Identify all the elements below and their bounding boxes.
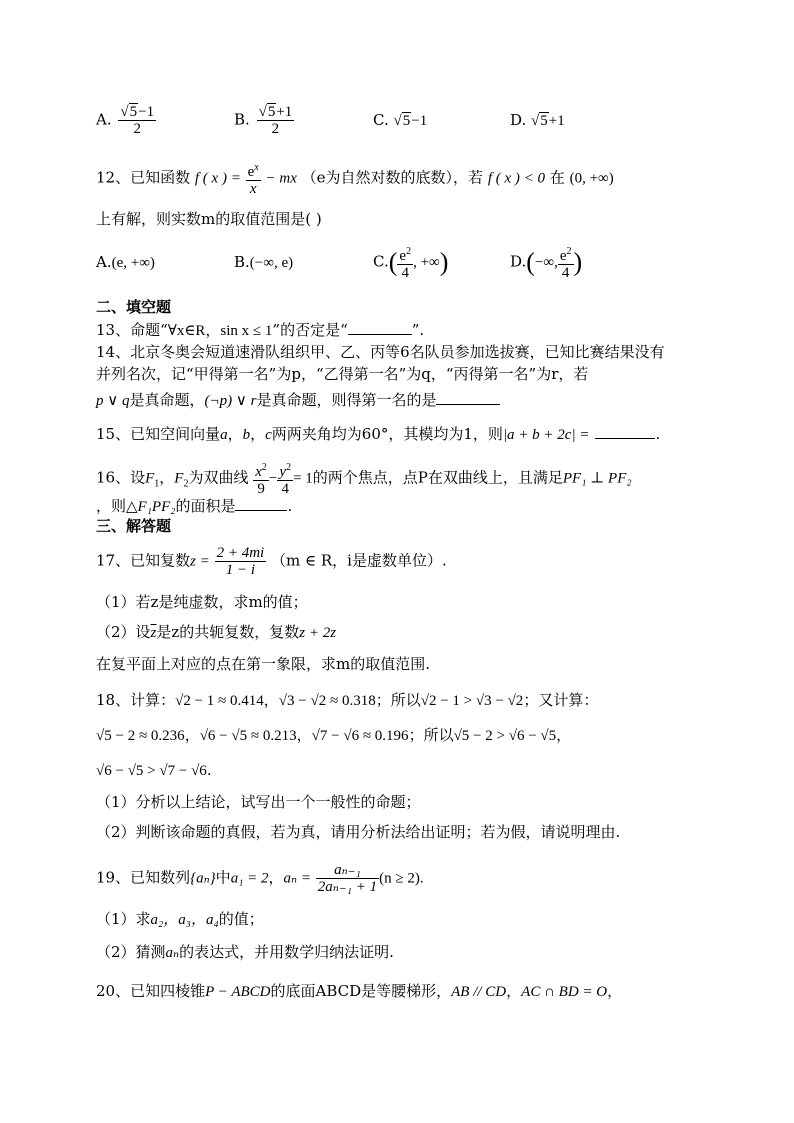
option-label: B. — [234, 110, 250, 129]
q14-line-1: 14、北京冬奥会短道速滑队组织甲、乙、丙等6名队员参加选拔赛，已知比赛结果没有 — [96, 343, 665, 361]
option-label: A. — [96, 110, 112, 129]
q19-part-2: （2）猜测aₙ的表达式，并用数学归纳法证明. — [96, 943, 394, 961]
fraction: $\frac{x^2}{9}$ — [255, 462, 267, 497]
q12-option-d: D.(−∞, $\frac{e^2}{4}$ ) — [510, 246, 583, 281]
option-label: D. — [510, 111, 527, 129]
q14-line-3: p ∨ q是真命题，(¬p) ∨ r是真命题，则得第一名的是 — [96, 390, 500, 411]
q16-line-2: ，则△F₁PF₂的面积是 . — [96, 497, 293, 515]
answer-blank[interactable] — [436, 404, 500, 405]
q19-line-1: 19、已知数列{aₙ}中a₁ = 2，aₙ = $\frac{\text{aₙ₋₁}}{\text{2aₙ₋₁ + 1}}$ (n ≥ 2). — [96, 862, 424, 895]
q12-option-c: C.( $\frac{e^2}{4}$ , +∞) — [373, 246, 449, 281]
q17-part-1: （1）若z是纯虚数，求m的值； — [96, 593, 308, 611]
q13-line: 13、命题“∀x∈R，sin x ≤ 1”的否定是“ ”. — [96, 321, 425, 339]
fraction: $\frac{e^2}{4}$ — [559, 246, 572, 281]
q18-part-1: （1）分析以上结论，试写出一个一般性的命题； — [96, 793, 421, 811]
q17-line-1: 17、已知复数z = $\frac{2 + 4mi}{1 - i}$ （m ∈ R，i是虚数单位）. — [96, 545, 447, 578]
fraction: $\frac{√5-1}{2}$ — [120, 104, 155, 137]
fraction: $\frac{e^x}{x}$ — [247, 162, 259, 197]
q18-part-2: （2）判断该命题的真假，若为真，请用分析法给出证明；若为假，请说明理由. — [96, 823, 621, 841]
fraction: $\frac{e^2}{4}$ — [399, 246, 412, 281]
section-heading-solutions: 三、解答题 — [96, 517, 172, 535]
q16-line-1: 16、设$F_1$，$F_2$为双曲线 $\frac{x^2}{9}$ − $\frac{y^2}{4}$ = 1的两个焦点，点P在双曲线上，且满足PF₁ ⊥ PF₂ — [96, 462, 632, 497]
answer-blank[interactable] — [348, 334, 412, 335]
option-label: C. — [373, 111, 389, 129]
q18-line-3: √6 − √5 > √7 − √6. — [96, 761, 212, 779]
q12-line-1: 12、已知函数 f ( x ) = $\frac{e^x}{x}$ − mx （e为自然对数的底数），若 f ( x ) < 0 在 (0, +∞) — [96, 162, 614, 197]
q11-option-a — [96, 104, 156, 137]
q17-part-2-cont: 在复平面上对应的点在第一象限，求m的取值范围. — [96, 655, 430, 673]
fraction: $\frac{√5+1}{2}$ — [258, 104, 293, 137]
fraction: $\frac{2 + 4mi}{1 - i}$ — [216, 545, 265, 578]
q18-line-1: 18、计算：√2 − 1 ≈ 0.414，√3 − √2 ≈ 0.318；所以√2 − 1 > √3 − √2；又计算： — [96, 691, 599, 709]
q12-line-2: 上有解，则实数m的取值范围是( ) — [96, 210, 322, 228]
fraction: $\frac{\text{aₙ₋₁}}{\text{2aₙ₋₁ + 1}}$ — [317, 862, 378, 895]
q15-line: 15、已知空间向量a，b，c两两夹角均为60°，其模均为1，则|a + b + 2c| = . — [96, 425, 661, 443]
q11-option-d: D. √5+1 — [510, 111, 565, 129]
q12-option-b: B.(−∞, e) — [234, 253, 294, 271]
answer-blank[interactable] — [235, 510, 287, 511]
fraction: $\frac{y^2}{4}$ — [279, 462, 292, 497]
q11-option-c: C. √5−1 — [373, 111, 428, 129]
section-heading-fill-in: 二、填空题 — [96, 298, 172, 316]
q18-line-2: √5 − 2 ≈ 0.236，√6 − √5 ≈ 0.213，√7 − √6 ≈ 0.196；所以√5 − 2 > √6 − √5， — [96, 726, 572, 744]
q19-part-1: （1）求a₂，a₃，a₄的值； — [96, 910, 264, 928]
q11-option-b — [234, 104, 294, 137]
q12-option-a: A.(e, +∞) — [96, 253, 155, 271]
q20-line-1: 20、已知四棱锥P − ABCD的底面ABCD是等腰梯形，AB // CD，AC ∩ BD = O， — [96, 982, 623, 1000]
q17-part-2: （2）设$\overline{z}$是z的共轭复数，复数z + 2z — [96, 623, 337, 641]
answer-blank[interactable] — [595, 438, 655, 439]
q14-line-2: 并列名次，记“甲得第一名”为p，“乙得第一名”为q，“丙得第一名”为r，若 — [96, 365, 589, 383]
